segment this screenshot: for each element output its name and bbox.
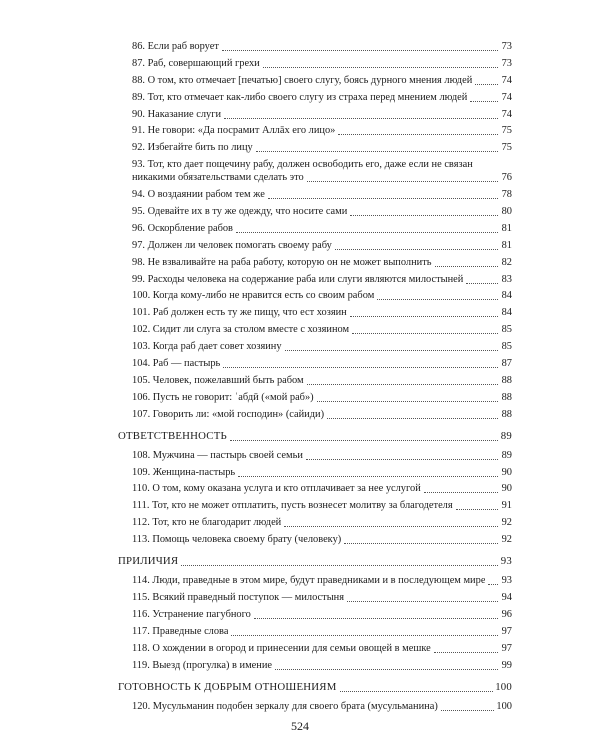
toc-entry [118, 108, 512, 121]
toc-entry [118, 608, 512, 621]
leader-dots [317, 400, 498, 402]
leader-dots [350, 214, 498, 216]
toc-entry [118, 323, 512, 336]
toc-entry-title: 99. Расходы человека на содержание раба или слуги являются милостыней [132, 273, 464, 285]
toc-entry-page: 85 [501, 324, 512, 336]
toc-entry [118, 374, 512, 387]
leader-dots [181, 564, 498, 566]
toc-entry-title: 88. О том, кто отмечает [печатью] своего слугу, боясь дурного мнения людей [132, 74, 473, 86]
toc-entry-title: 97. Должен ли человек помогать своему рабу [132, 239, 332, 251]
toc-entry-title: 100. Когда кому-либо не нравится есть со своим рабом [132, 290, 375, 302]
toc-entry-title: 110. О том, кому оказана услуга и кто отплачивает за нее услугой [132, 483, 421, 495]
toc-entry-page: 78 [501, 189, 512, 201]
leader-dots [263, 66, 498, 68]
toc-entry [118, 357, 512, 370]
toc-entry [118, 574, 512, 587]
toc-entry-page: 84 [501, 307, 512, 319]
toc-entry-title: 86. Если раб ворует [132, 41, 219, 52]
toc-entry [118, 124, 512, 137]
leader-dots [327, 417, 498, 419]
toc-entry-page: 73 [501, 57, 512, 69]
toc-entry-page: 94 [501, 592, 512, 604]
toc-entry-title: 96. Оскорбление рабов [132, 222, 233, 234]
toc-entry-title: 95. Одевайте их в ту же одежду, что носите сами [132, 206, 348, 218]
toc-entry [118, 482, 512, 495]
toc-entry-title: 112. Тот, кто не благодарит людей [132, 517, 282, 529]
toc-entry [118, 256, 512, 269]
toc-entry-page: 76 [501, 172, 512, 184]
toc-entry [118, 591, 512, 604]
toc-entry-title: 106. Пусть не говорит: ʿабдӣ («мой раб») [132, 391, 314, 403]
toc-entry [118, 659, 512, 672]
leader-dots [352, 332, 498, 334]
toc-section-heading [118, 430, 512, 443]
toc-entry-title: 105. Человек, пожелавший быть рабом [132, 374, 304, 386]
leader-dots [307, 180, 498, 182]
toc-entry-page: 93 [501, 575, 512, 587]
leader-dots [275, 668, 498, 670]
toc-entry-page: 92 [501, 534, 512, 546]
toc-entry-page: 81 [501, 222, 512, 234]
leader-dots [335, 248, 498, 250]
toc-entry-title: 90. Наказание слуги [132, 108, 222, 120]
toc-entry-title: 114. Люди, праведные в этом мире, будут праведниками и в последующем мире [132, 575, 486, 587]
toc-entry-title: 118. О хождении в огород и принесении для семьи овощей в мешке [132, 642, 431, 654]
toc-entry [118, 499, 512, 512]
page-number: 524 [291, 719, 309, 733]
toc-entry-page: 82 [501, 256, 512, 268]
toc-entry [118, 205, 512, 218]
toc-entry [118, 222, 512, 235]
leader-dots [488, 583, 498, 585]
toc-entry-page: 90 [501, 483, 512, 495]
toc-entry-title-line2: никакими обязательствами сделать это [132, 172, 304, 184]
toc-entry-title: 109. Женщина-пастырь [132, 466, 236, 478]
toc-section-heading [118, 555, 512, 568]
toc-entry [118, 642, 512, 655]
toc-entry [118, 700, 512, 713]
leader-dots [350, 315, 498, 317]
toc-entry-title: 113. Помощь человека своему брату (человеку) [132, 534, 342, 546]
toc-entry-title: 87. Раб, совершающий грехи [132, 57, 260, 69]
leader-dots [435, 265, 498, 267]
leader-dots [254, 617, 498, 619]
section-page: 93 [500, 555, 512, 568]
toc-entry-page: 97 [501, 625, 512, 637]
leader-dots [434, 651, 498, 653]
toc-entry-page: 90 [501, 466, 512, 478]
toc-entry-page: 88 [501, 391, 512, 403]
toc-entry-title: 103. Когда раб дает совет хозяину [132, 341, 282, 353]
leader-dots [306, 458, 498, 460]
leader-dots [268, 197, 498, 199]
toc-entry-page: 88 [501, 374, 512, 386]
toc-entry-title: 104. Раб — пастырь [132, 358, 221, 370]
section-page: 100 [495, 680, 512, 693]
toc-entry-title: 119. Выезд (прогулка) в имение [132, 659, 272, 671]
toc-entry-title: 120. Мусульманин подобен зеркалу для своего брата (мусульманина) [132, 700, 438, 712]
leader-dots [424, 491, 498, 493]
toc-entry-page: 74 [501, 74, 512, 86]
toc-entry-page: 85 [501, 341, 512, 353]
leader-dots [338, 133, 498, 135]
toc-entry-page: 89 [501, 449, 512, 461]
section-title: ПРИЛИЧИЯ [118, 555, 179, 568]
leader-dots [347, 600, 498, 602]
toc-entry-title: 91. Не говори: «Да посрамит Аллāх его лицо» [132, 125, 336, 137]
leader-dots [256, 150, 498, 152]
toc-entry-title: 94. О воздаянии рабом тем же [132, 189, 265, 201]
toc-entry [118, 158, 512, 184]
toc-entry [118, 408, 512, 421]
toc-entry-page: 83 [501, 273, 512, 285]
toc-entry [118, 91, 512, 104]
section-title: ГОТОВНОСТЬ К ДОБРЫМ ОТНОШЕНИЯМ [118, 680, 337, 693]
toc-entry-page: 75 [501, 125, 512, 137]
leader-dots [456, 508, 498, 510]
toc-entry-title: 116. Устранение пагубного [132, 608, 251, 620]
toc-entry [118, 516, 512, 529]
toc-entry-page: 75 [501, 142, 512, 154]
table-of-contents [118, 40, 512, 717]
toc-entry-title: 115. Всякий праведный поступок — милостыня [132, 592, 345, 604]
section-page: 89 [500, 429, 512, 442]
toc-entry-page: 97 [501, 642, 512, 654]
toc-entry [118, 40, 512, 53]
toc-entry-page: 80 [501, 206, 512, 218]
toc-section-heading [118, 681, 512, 694]
toc-entry-page: 74 [501, 108, 512, 120]
leader-dots [466, 282, 498, 284]
leader-dots [238, 475, 498, 477]
leader-dots [230, 439, 498, 441]
toc-entry-page: 84 [501, 290, 512, 302]
toc-entry [118, 188, 512, 201]
toc-entry-page: 88 [501, 408, 512, 420]
toc-entry-page: 100 [496, 700, 512, 712]
toc-entry [118, 273, 512, 286]
leader-dots [475, 83, 498, 85]
toc-entry-page: 74 [501, 91, 512, 103]
toc-entry-title: 108. Мужчина — пастырь своей семьи [132, 449, 303, 461]
leader-dots [344, 542, 498, 544]
leader-dots [223, 366, 498, 368]
toc-entry-page: 99 [501, 659, 512, 671]
toc-entry-page: 91 [501, 500, 512, 512]
toc-entry [118, 533, 512, 546]
toc-entry-title-line1: 93. Тот, кто дает пощечину рабу, должен освободить его, даже если не связан [132, 159, 473, 171]
toc-entry-page: 96 [501, 608, 512, 620]
leader-dots [340, 690, 494, 692]
toc-entry [118, 289, 512, 302]
toc-entry-title: 102. Сидит ли слуга за столом вместе с хозяином [132, 324, 350, 336]
toc-entry [118, 306, 512, 319]
toc-entry [118, 340, 512, 353]
toc-entry-page: 73 [501, 41, 512, 52]
toc-entry [118, 466, 512, 479]
toc-entry-page: 92 [501, 517, 512, 529]
leader-dots [222, 49, 498, 51]
toc-entry [118, 449, 512, 462]
toc-entry [118, 239, 512, 252]
leader-dots [224, 117, 498, 119]
toc-entry-page: 87 [501, 358, 512, 370]
toc-entry-title: 101. Раб должен есть ту же пищу, что ест хозяин [132, 307, 347, 319]
toc-entry-title: 111. Тот, кто не может отплатить, пусть вознесет молитву за благодетеля [132, 500, 453, 512]
toc-entry-title: 98. Не взваливайте на раба работу, которую он не может выполнить [132, 256, 432, 268]
leader-dots [284, 525, 498, 527]
toc-entry-title: 89. Тот, кто отмечает как-либо своего слугу из страха перед мнением людей [132, 91, 468, 103]
leader-dots [377, 298, 498, 300]
leader-dots [470, 100, 498, 102]
leader-dots [236, 231, 498, 233]
toc-entry [118, 625, 512, 638]
toc-entry-title: 117. Праведные слова [132, 625, 229, 637]
leader-dots [307, 383, 498, 385]
toc-entry-page: 81 [501, 239, 512, 251]
leader-dots [231, 634, 498, 636]
toc-entry [118, 74, 512, 87]
toc-entry [118, 57, 512, 70]
leader-dots [441, 709, 495, 711]
section-title: ОТВЕТСТВЕННОСТЬ [118, 429, 227, 442]
toc-entry [118, 141, 512, 154]
toc-entry-title: 92. Избегайте бить по лицу [132, 142, 253, 154]
leader-dots [285, 349, 498, 351]
toc-entry-title: 107. Говорить ли: «мой господин» (сайиди) [132, 408, 325, 420]
toc-entry [118, 391, 512, 404]
